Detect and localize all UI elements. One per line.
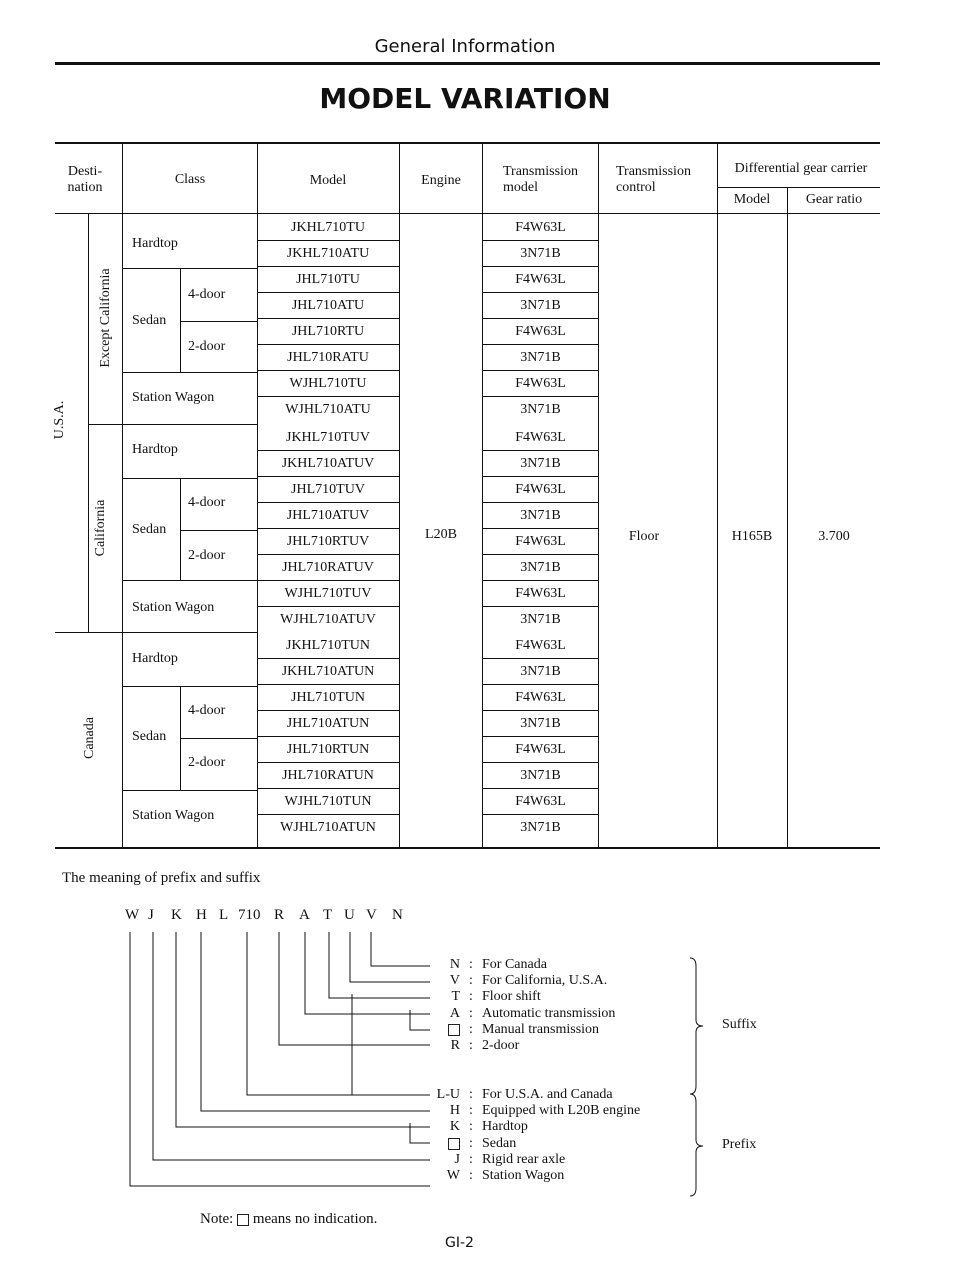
model-code: JKHL710TUN <box>286 638 370 653</box>
legend-code: N <box>449 957 460 972</box>
transmission-model: 3N71B <box>520 456 561 471</box>
suffix-brace <box>690 958 703 1094</box>
legend-colon: : <box>469 957 473 972</box>
model-row-rule <box>258 240 400 241</box>
transmission-model: 3N71B <box>520 298 561 313</box>
model-row-rule <box>258 266 400 267</box>
transmission-model: F4W63L <box>515 742 566 757</box>
legend-code: R <box>450 1038 460 1053</box>
class-2door: 2-door <box>188 339 226 354</box>
model-row-rule <box>258 318 400 319</box>
code-letter: U <box>344 907 355 923</box>
class-divider-5 <box>123 580 258 581</box>
link-V <box>350 932 430 982</box>
transmission-model: 3N71B <box>520 402 561 417</box>
code-letter: 710 <box>238 907 261 923</box>
sedan-door-divider-2 <box>180 530 258 531</box>
model-row-rule <box>258 344 400 345</box>
model-row-rule <box>258 788 400 789</box>
engine-value: L20B <box>425 527 457 542</box>
class-4door: 4-door <box>188 703 226 718</box>
legend-code <box>436 1022 460 1038</box>
class-divider-1 <box>123 268 258 269</box>
code-letter: T <box>323 907 333 923</box>
table-header-rule <box>55 213 880 214</box>
header-transmission-model: Transmission model <box>503 164 578 195</box>
trans-row-rule <box>483 736 598 737</box>
class-divider-6 <box>123 632 258 633</box>
code-letter: N <box>392 907 403 923</box>
model-code: JHL710RATU <box>287 350 369 365</box>
class-hardtop: Hardtop <box>132 442 178 457</box>
model-row-rule <box>258 554 400 555</box>
transmission-model: F4W63L <box>515 794 566 809</box>
header-rule <box>55 62 880 65</box>
legend-colon: : <box>469 989 473 1004</box>
trans-row-rule <box>483 292 598 293</box>
model-row-rule <box>258 580 400 581</box>
legend-meaning: Floor shift <box>482 989 541 1004</box>
legend-code: W <box>446 1168 460 1183</box>
model-row-rule <box>258 736 400 737</box>
class-divider-2 <box>123 372 258 373</box>
legend-item <box>436 989 541 1005</box>
trans-row-rule <box>483 684 598 685</box>
class-hardtop: Hardtop <box>132 651 178 666</box>
prefix-label: Prefix <box>722 1137 757 1152</box>
model-code: JHL710TUN <box>291 690 365 705</box>
section-title: General Information <box>374 36 556 57</box>
trans-row-rule <box>483 658 598 659</box>
link-H <box>201 932 430 1111</box>
class-hardtop: Hardtop <box>132 236 178 251</box>
legend-item <box>436 1022 599 1038</box>
trans-row-rule <box>483 370 598 371</box>
transmission-model: 3N71B <box>520 612 561 627</box>
class-station-wagon: Station Wagon <box>132 808 215 823</box>
model-code: JHL710RTU <box>291 324 365 339</box>
trans-row-rule <box>483 240 598 241</box>
link-R <box>279 932 430 1045</box>
legend-item <box>436 1152 565 1168</box>
trans-row-rule <box>483 476 598 477</box>
class-4door: 4-door <box>188 495 226 510</box>
class-2door: 2-door <box>188 755 226 770</box>
model-code: JHL710ATUN <box>286 716 370 731</box>
code-letter: V <box>366 907 377 923</box>
col-line-diffmodel <box>787 187 788 848</box>
dest-except-california: Except California <box>98 268 113 368</box>
legend-item <box>436 1006 615 1022</box>
trans-row-rule <box>483 344 598 345</box>
trans-row-rule <box>483 528 598 529</box>
model-code: JKHL710ATU <box>286 246 370 261</box>
legend-code: T <box>451 989 460 1004</box>
model-code: WJHL710ATUN <box>280 820 376 835</box>
header-engine: Engine <box>421 173 461 188</box>
class-divider-8 <box>123 790 258 791</box>
legend-item <box>436 1136 516 1152</box>
class-sedan: Sedan <box>132 313 167 328</box>
legend-meaning: Equipped with L20B engine <box>482 1103 641 1118</box>
model-code: JKHL710TU <box>291 220 365 235</box>
link-J <box>153 932 430 1160</box>
dest-usa: U.S.A. <box>52 400 67 440</box>
gear-ratio-value: 3.700 <box>818 529 850 544</box>
model-row-rule <box>258 762 400 763</box>
model-code: WJHL710TUV <box>284 586 372 601</box>
legend-code: H <box>449 1103 460 1118</box>
trans-row-rule <box>483 450 598 451</box>
transmission-model: F4W63L <box>515 482 566 497</box>
trans-row-rule <box>483 554 598 555</box>
trans-row-rule <box>483 502 598 503</box>
transmission-model: 3N71B <box>520 560 561 575</box>
legend-code: A <box>449 1006 460 1021</box>
legend-colon: : <box>469 973 473 988</box>
class-sedan: Sedan <box>132 522 167 537</box>
legend-code: L-U <box>436 1087 460 1102</box>
note-suffix: means no indication. <box>252 1211 378 1227</box>
dest-canada-divider <box>55 632 123 633</box>
prefix-brace <box>690 1094 703 1196</box>
legend-meaning: Station Wagon <box>482 1168 565 1183</box>
model-code: WJHL710ATU <box>285 402 371 417</box>
link-T <box>329 932 430 998</box>
model-code: JHL710RTUN <box>286 742 370 757</box>
diff-model-value: H165B <box>731 529 773 544</box>
legend-code <box>436 1136 460 1152</box>
model-row-rule <box>258 528 400 529</box>
model-row-rule <box>258 450 400 451</box>
dest-california: California <box>93 499 108 557</box>
legend-intro: The meaning of prefix and suffix <box>62 870 261 886</box>
transmission-model: F4W63L <box>515 690 566 705</box>
trans-row-rule <box>483 266 598 267</box>
table-bottom-rule <box>55 847 880 849</box>
code-letter: J <box>148 907 154 923</box>
page-title: MODEL VARIATION <box>319 82 611 115</box>
code-letter: W <box>125 907 140 923</box>
page-number: GI-2 <box>445 1235 474 1251</box>
sedan-door-divider-1 <box>180 321 258 322</box>
header-diff-model: Model <box>733 192 771 207</box>
model-code: JKHL710TUV <box>286 430 370 445</box>
class-divider-4 <box>123 478 258 479</box>
link-W <box>130 932 430 1186</box>
blank-box-icon <box>237 1214 249 1226</box>
transmission-model: 3N71B <box>520 508 561 523</box>
table-top-rule <box>55 142 880 144</box>
header-transmission-control: Transmission control <box>616 164 691 195</box>
legend-item <box>436 957 547 973</box>
model-row-rule <box>258 292 400 293</box>
legend-colon: : <box>469 1006 473 1021</box>
legend-colon: : <box>469 1119 473 1134</box>
transmission-model: F4W63L <box>515 638 566 653</box>
legend-colon: : <box>469 1038 473 1053</box>
header-differential: Differential gear carrier <box>734 161 868 176</box>
code-letter: H <box>196 907 207 923</box>
model-code: JHL710RATUN <box>282 768 374 783</box>
transmission-model: F4W63L <box>515 376 566 391</box>
header-class: Class <box>174 172 206 187</box>
trans-row-rule <box>483 814 598 815</box>
model-code: JHL710TU <box>296 272 360 287</box>
legend-item <box>436 1119 528 1135</box>
legend-note <box>200 1211 377 1228</box>
trans-row-rule <box>483 606 598 607</box>
model-row-rule <box>258 684 400 685</box>
link-N <box>371 932 430 966</box>
legend-meaning: Rigid rear axle <box>482 1152 566 1167</box>
suffix-label: Suffix <box>722 1017 757 1032</box>
link-LU <box>247 932 430 1095</box>
col-line-transctrl <box>717 143 718 848</box>
link-K <box>176 932 430 1127</box>
model-code: WJHL710TU <box>289 376 367 391</box>
trans-row-rule <box>483 762 598 763</box>
transmission-model: 3N71B <box>520 350 561 365</box>
class-station-wagon: Station Wagon <box>132 600 215 615</box>
legend-meaning: Sedan <box>482 1136 517 1151</box>
transmission-model: 3N71B <box>520 820 561 835</box>
class-divider-7 <box>123 686 258 687</box>
legend-meaning: For U.S.A. and Canada <box>482 1087 613 1102</box>
legend-colon: : <box>469 1103 473 1118</box>
model-code: JHL710TUV <box>291 482 365 497</box>
legend-meaning: 2-door <box>482 1038 520 1053</box>
dest-sub-divider <box>88 424 123 425</box>
legend-code: V <box>449 973 460 988</box>
class-divider-3 <box>123 424 258 425</box>
trans-row-rule <box>483 788 598 789</box>
trans-row-rule <box>483 710 598 711</box>
legend-colon: : <box>469 1022 473 1037</box>
model-row-rule <box>258 396 400 397</box>
legend-item <box>436 1168 564 1184</box>
model-code: JHL710RATUV <box>282 560 374 575</box>
transmission-model: 3N71B <box>520 768 561 783</box>
transmission-model: 3N71B <box>520 716 561 731</box>
dest-canada: Canada <box>82 717 97 759</box>
trans-row-rule <box>483 580 598 581</box>
col-line-model <box>399 143 400 848</box>
legend-colon: : <box>469 1136 473 1151</box>
trans-row-rule <box>483 396 598 397</box>
transmission-model: F4W63L <box>515 272 566 287</box>
transmission-model: F4W63L <box>515 324 566 339</box>
class-sedan: Sedan <box>132 729 167 744</box>
legend-colon: : <box>469 1087 473 1102</box>
blank-box-icon <box>448 1138 460 1150</box>
link-blank-prefix <box>410 1123 430 1143</box>
header-destination: Desti- nation <box>67 164 103 195</box>
blank-box-icon <box>448 1024 460 1036</box>
dest-sub-line <box>88 214 89 632</box>
differential-sub-rule <box>718 187 880 188</box>
link-A <box>305 932 430 1014</box>
model-row-rule <box>258 658 400 659</box>
legend-item <box>436 1087 613 1103</box>
transmission-model: F4W63L <box>515 430 566 445</box>
legend-item <box>436 1038 519 1054</box>
code-letter: K <box>171 907 182 923</box>
model-code: JHL710ATUV <box>286 508 370 523</box>
legend-meaning: Manual transmission <box>482 1022 600 1037</box>
class-station-wagon: Station Wagon <box>132 390 215 405</box>
model-code: JKHL710ATUV <box>281 456 375 471</box>
trans-row-rule <box>483 318 598 319</box>
legend-meaning: For California, U.S.A. <box>482 973 608 988</box>
class-2door: 2-door <box>188 548 226 563</box>
model-code: JHL710RTUV <box>286 534 370 549</box>
transmission-model: 3N71B <box>520 246 561 261</box>
note-prefix: Note: <box>200 1211 234 1227</box>
col-line-transmodel <box>598 143 599 848</box>
code-letter: R <box>274 907 285 923</box>
model-row-rule <box>258 710 400 711</box>
model-row-rule <box>258 476 400 477</box>
legend-meaning: Hardtop <box>482 1119 528 1134</box>
legend-colon: : <box>469 1168 473 1183</box>
model-code: WJHL710ATUV <box>280 612 376 627</box>
legend-item <box>436 973 607 989</box>
col-line-dest <box>122 143 123 848</box>
legend-meaning: For Canada <box>482 957 547 972</box>
transmission-model: 3N71B <box>520 664 561 679</box>
class-4door: 4-door <box>188 287 226 302</box>
link-blank-suffix <box>410 1010 430 1030</box>
transmission-model: F4W63L <box>515 220 566 235</box>
legend-item <box>436 1103 640 1119</box>
code-letter: L <box>219 907 229 923</box>
legend-code: J <box>454 1152 460 1167</box>
model-code: JHL710ATU <box>291 298 365 313</box>
model-code: WJHL710TUN <box>284 794 372 809</box>
transmission-control-value: Floor <box>628 529 660 544</box>
header-model: Model <box>309 173 347 188</box>
model-row-rule <box>258 502 400 503</box>
transmission-model: F4W63L <box>515 586 566 601</box>
model-row-rule <box>258 814 400 815</box>
legend-code: K <box>449 1119 460 1134</box>
model-row-rule <box>258 606 400 607</box>
model-row-rule <box>258 370 400 371</box>
legend-colon: : <box>469 1152 473 1167</box>
sedan-door-divider-3 <box>180 738 258 739</box>
legend-meaning: Automatic transmission <box>482 1006 616 1021</box>
model-code: JKHL710ATUN <box>281 664 375 679</box>
transmission-model: F4W63L <box>515 534 566 549</box>
code-letter: A <box>299 907 310 923</box>
header-gear-ratio: Gear ratio <box>805 192 863 207</box>
